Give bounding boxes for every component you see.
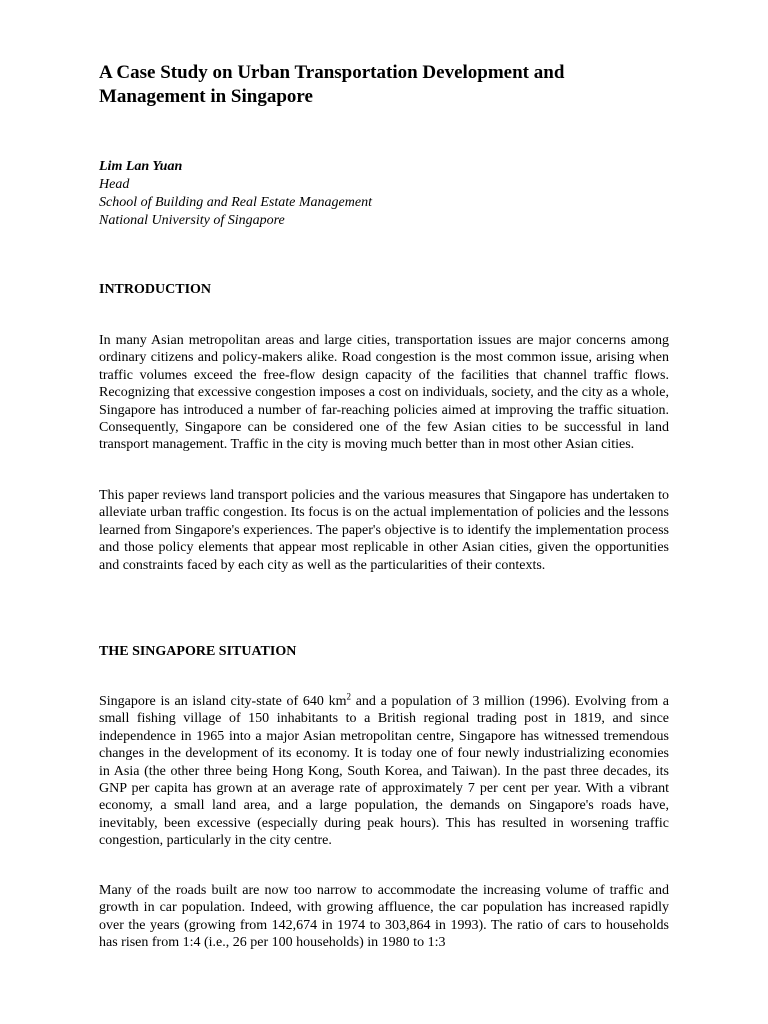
author-department: School of Building and Real Estate Management bbox=[99, 195, 372, 210]
paragraph-introduction-2: This paper reviews land transport policies and the various measures that Singapore has undertaken to alleviate urban traffic congestion. Its focus is on the actual implementation of policies and the lessons learned from Singapore's experiences. The paper's objective is to identify the implementation process and those policy elements that appear most replicable in other Asian cities, given the opportunities and constraints faced by each city as well as the particularities of their contexts. bbox=[99, 488, 669, 573]
author-institution: National University of Singapore bbox=[99, 213, 285, 228]
paragraph-situation-2: Many of the roads built are now too narrow to accommodate the increasing volume of traffic and growth in car population. Indeed, with growing affluence, the car population has increased rapidly over the years (growing from 142,674 in 1974 to 303,864 in 1993). The ratio of cars to households has risen from 1:4 (i.e., 26 per 100 households) in 1980 to 1:3 bbox=[99, 883, 669, 951]
section-heading-singapore-situation: THE SINGAPORE SITUATION bbox=[99, 644, 297, 659]
paragraph-introduction-1: In many Asian metropolitan areas and large cities, transportation issues are major concerns among ordinary citizens and policy-makers alike. Road congestion is the most common issue, arising when traffic volumes exceed the free-flow design capacity of the facilities that channel traffic flows. Recognizing that excessive congestion imposes a cost on individuals, society, and the city as a whole, Singapore has introduced a number of far-reaching policies aimed at improving the traffic situation. Consequently, Singapore can be considered one of the few Asian cities to be successful in land transport management. Traffic in the city is moving much better than in most other Asian cities. bbox=[99, 333, 669, 453]
author-block bbox=[99, 158, 372, 230]
superscript-2: 2 bbox=[346, 691, 352, 702]
paragraph-situation-1-rest: and a population of 3 million (1996). Evolving from a small fishing village of 150 inhabitants to a British regional trading post in 1819, and since independence in 1965 into a major Asian metropolitan centre, Singapore has witnessed tremendous changes in the development of its economy. It is today one of four newly industrializing economies in Asia (the other three being Hong Kong, South Korea, and Taiwan). In the past three decades, its GNP per capita has grown at an average rate of approximately 7 per cent per year. With a vibrant economy, a small land area, and a large population, the demands on Singapore's roads have, inevitably, been excessive (especially during peak hours). This has resulted in worsening traffic congestion, particularly in the city centre. bbox=[99, 694, 669, 849]
section-heading-introduction: INTRODUCTION bbox=[99, 282, 212, 297]
author-name: Lim Lan Yuan bbox=[99, 159, 183, 174]
paragraph-situation-1 bbox=[99, 693, 669, 850]
paragraph-situation-1-start: Singapore is an island city-state of 640 km bbox=[99, 694, 347, 709]
document-title: A Case Study on Urban Transportation Development and Management in Singapore bbox=[99, 62, 565, 107]
author-position: Head bbox=[99, 177, 130, 192]
